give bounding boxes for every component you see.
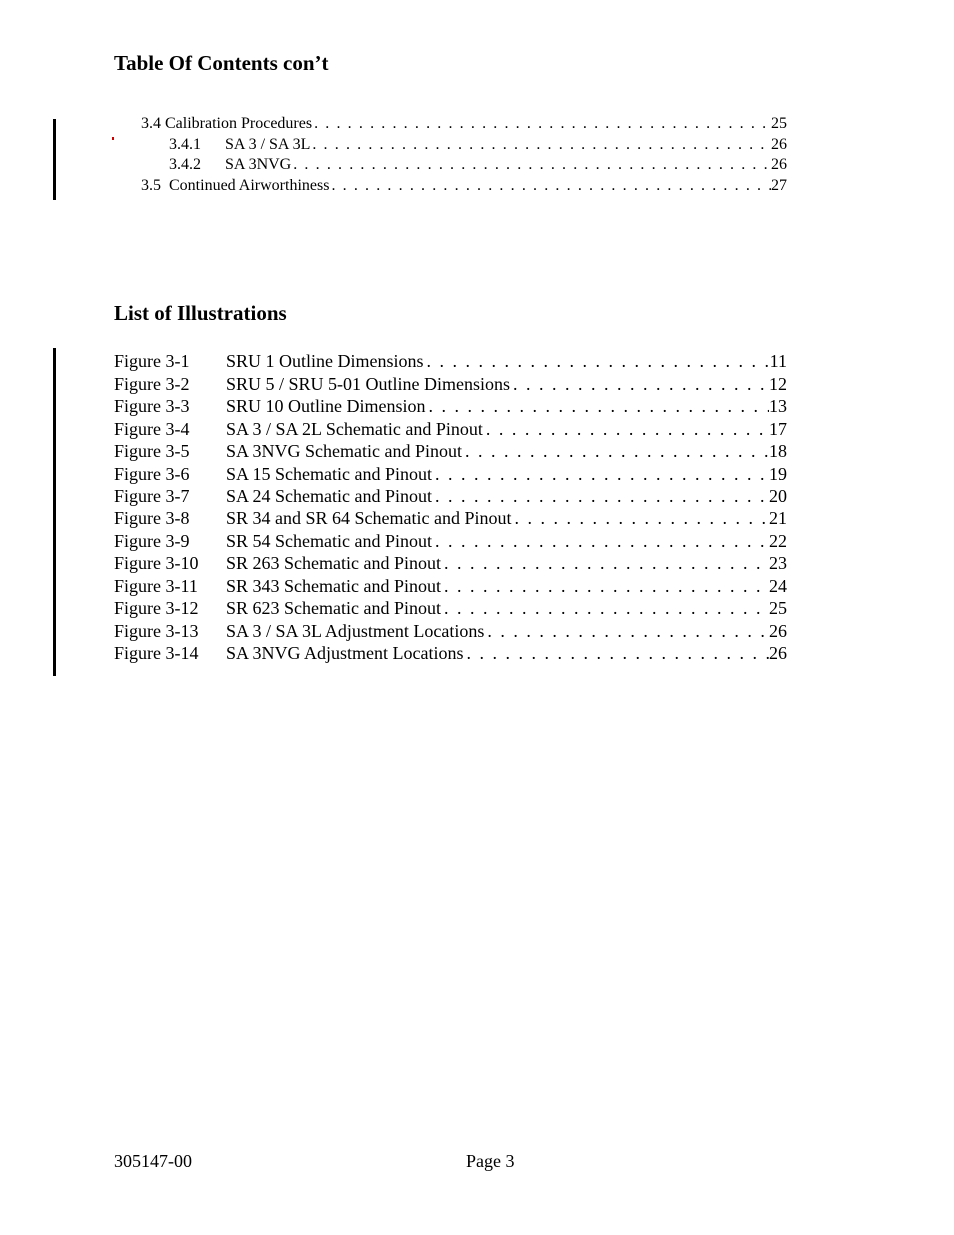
figure-title: SA 24 Schematic and Pinout [226,486,432,506]
figure-page: 24 [769,576,787,596]
dot-leader [312,115,771,133]
figure-title: SA 15 Schematic and Pinout [226,464,432,484]
figure-number: Figure 3-3 [114,396,190,416]
figure-entry[interactable] [114,643,787,666]
toc-entry-title: Continued Airworthiness [169,177,330,194]
toc-heading: Table Of Contents con’t [114,51,329,75]
figure-number: Figure 3-1 [114,351,190,371]
toc-entry-number: 3.4.1 [169,136,201,153]
toc-entry-number: 3.5 [141,177,161,194]
figure-number: Figure 3-4 [114,419,190,439]
dot-leader [462,441,769,462]
dot-leader [483,419,769,440]
figure-title: SR 343 Schematic and Pinout [226,576,441,596]
figure-title: SA 3 / SA 2L Schematic and Pinout [226,419,483,439]
toc-entry-title: SA 3NVG [225,156,292,173]
dot-leader [432,486,769,507]
figure-page: 18 [769,441,787,461]
dot-leader [432,464,769,485]
figure-entry[interactable] [114,486,787,509]
document-number: 305147-00 [114,1151,192,1171]
toc-entry-title: Calibration Procedures [165,115,313,132]
figure-title: SA 3 / SA 3L Adjustment Locations [226,621,485,641]
figure-number: Figure 3-8 [114,508,190,528]
figure-title: SA 3NVG Adjustment Locations [226,643,464,663]
figure-number: Figure 3-12 [114,598,199,618]
dot-leader [441,553,769,574]
figure-entry[interactable] [114,374,787,397]
figure-title: SR 54 Schematic and Pinout [226,531,432,551]
dot-leader [424,351,770,372]
toc-entry[interactable] [169,156,787,176]
figure-entry[interactable] [114,576,787,599]
dot-leader [441,576,769,597]
figure-title: SR 263 Schematic and Pinout [226,553,441,573]
revision-change-bar [53,119,56,200]
toc-entry-page: 25 [771,115,787,132]
page-number: Page 3 [466,1151,515,1171]
figure-page: 12 [769,374,787,394]
dot-leader [441,598,769,619]
dot-leader [484,621,769,642]
figure-page: 26 [769,643,787,663]
figure-number: Figure 3-2 [114,374,190,394]
figure-number: Figure 3-7 [114,486,190,506]
figure-page: 25 [769,598,787,618]
revision-mark [112,137,114,140]
figure-number: Figure 3-14 [114,643,199,663]
figure-entry[interactable] [114,621,787,644]
figure-page: 13 [769,396,787,416]
dot-leader [464,643,770,664]
toc-entry-spacer [161,177,169,195]
figure-title: SR 623 Schematic and Pinout [226,598,441,618]
toc-entry[interactable] [141,115,787,135]
figure-number: Figure 3-9 [114,531,190,551]
figure-entry[interactable] [114,598,787,621]
figure-title: SRU 5 / SRU 5-01 Outline Dimensions [226,374,511,394]
dot-leader [432,531,769,552]
figure-entry[interactable] [114,508,787,531]
figure-page: 17 [769,419,787,439]
figure-title: SA 3NVG Schematic and Pinout [226,441,462,461]
dot-leader [329,177,771,195]
figure-page: 21 [769,508,787,528]
figure-entry[interactable] [114,553,787,576]
figure-entry[interactable] [114,464,787,487]
toc-entry[interactable] [141,177,787,197]
toc-entry-title: SA 3 / SA 3L [225,136,311,153]
toc-entry-page: 26 [771,156,787,173]
figure-entry[interactable] [114,419,787,442]
revision-change-bar [53,348,56,676]
figure-title: SRU 1 Outline Dimensions [226,351,424,371]
figure-number: Figure 3-5 [114,441,190,461]
figure-page: 19 [769,464,787,484]
toc-entry-number: 3.4 [141,115,161,132]
figure-page: 26 [769,621,787,641]
figure-number: Figure 3-6 [114,464,190,484]
dot-leader [510,374,769,395]
figure-page: 20 [769,486,787,506]
figure-title: SR 34 and SR 64 Schematic and Pinout [226,508,512,528]
figure-entry[interactable] [114,396,787,419]
dot-leader [291,156,771,174]
illustrations-heading: List of Illustrations [114,301,287,325]
toc-entry-page: 26 [771,136,787,153]
figure-number: Figure 3-11 [114,576,198,596]
figure-page: 23 [769,553,787,573]
figure-entry[interactable] [114,531,787,554]
dot-leader [426,396,769,417]
figure-entry[interactable] [114,441,787,464]
figure-page: 22 [769,531,787,551]
toc-entry[interactable] [169,136,787,156]
dot-leader [512,508,770,529]
figure-page: 11 [769,351,787,371]
toc-entry-page: 27 [771,177,787,194]
figure-entry[interactable] [114,351,787,374]
toc-entry-number: 3.4.2 [169,156,201,173]
figure-title: SRU 10 Outline Dimension [226,396,426,416]
dot-leader [310,136,771,154]
figure-number: Figure 3-13 [114,621,199,641]
figure-number: Figure 3-10 [114,553,199,573]
